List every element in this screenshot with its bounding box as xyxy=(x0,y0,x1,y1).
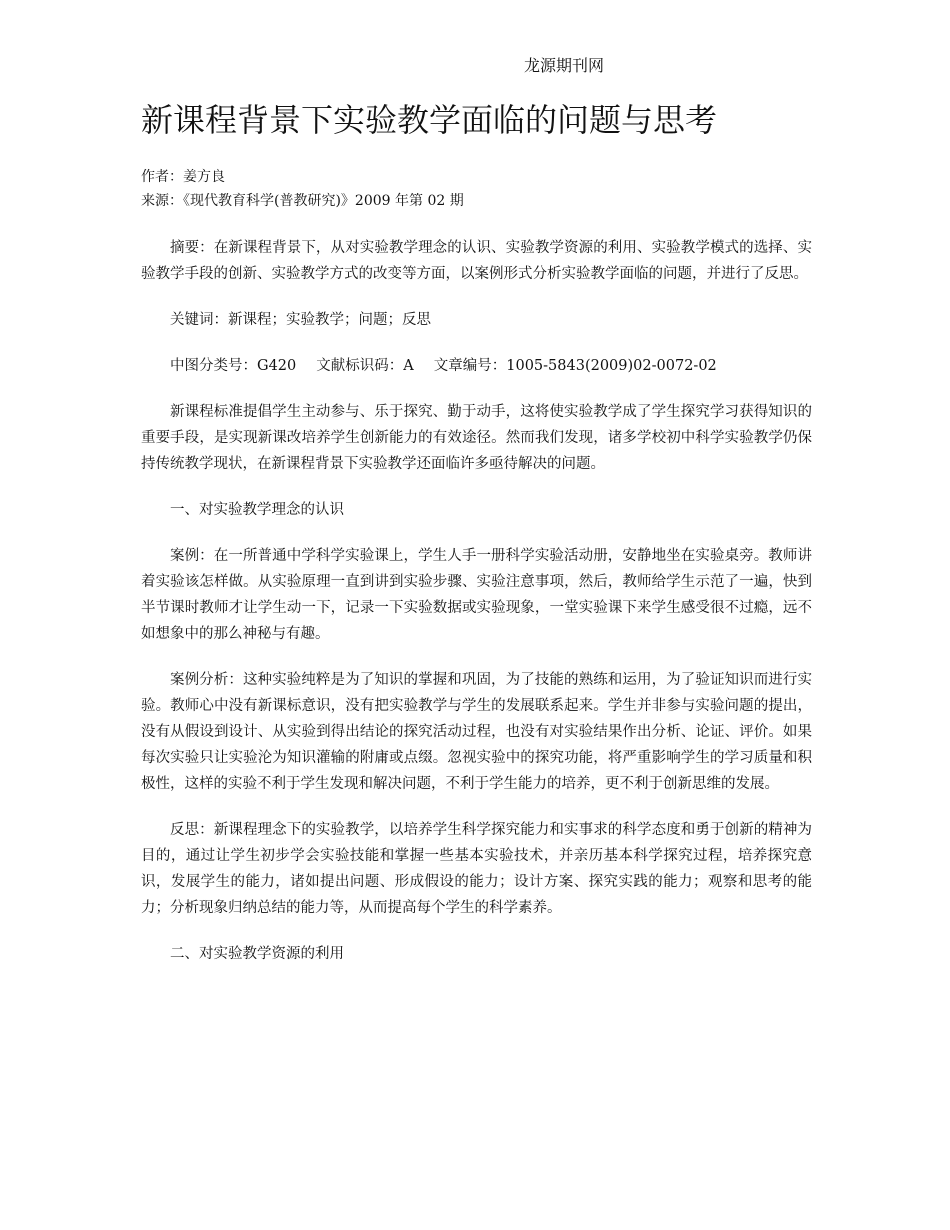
classification-line xyxy=(141,353,812,379)
section-heading-2: 二、对实验教学资源的利用 xyxy=(170,946,344,962)
article-number: 文章编号：1005-5843(2009)02-0072-02 xyxy=(433,358,717,374)
reflection-paragraph: 反思：新课程理念下的实验教学，以培养学生科学探究能力和实事求的科学态度和勇于创新的精神为目的，通过让学生初步学会实验技能和掌握一些基本实验技术，并亲历基本科学探究过程，培养探究意识，发展学生的能力，诸如提出问题、形成假设的能力；设计方案、探究实践的能力；观察和思考的能力；分析现象归纳总结的能力等，从而提高每个学生的科学素养。 xyxy=(141,822,812,916)
site-name-header: 龙源期刊网 xyxy=(524,56,605,75)
clc-number: 中图分类号：G420 xyxy=(170,358,297,374)
keywords-line: 关键词：新课程；实验教学；问题；反思 xyxy=(170,312,431,328)
section-heading-1: 一、对实验教学理念的认识 xyxy=(170,502,344,518)
case-analysis-paragraph: 案例分析：这种实验纯粹是为了知识的掌握和巩固，为了技能的熟练和运用，为了验证知识而进行实验。教师心中没有新课标意识，没有把实验教学与学生的发展联系起来。学生并非参与实验问题的提出，没有从假设到设计、从实验到得出结论的探究活动过程，也没有对实验结果作出分析、论证、评价。如果每次实验只让实验沦为知识灌输的附庸或点缀。忽视实验中的探究功能，将严重影响学生的学习质量和积极性，这样的实验不利于学生发现和解决问题，不利于学生能力的培养，更不利于创新思维的发展。 xyxy=(141,672,812,792)
source-line: 来源：《现代教育科学(普教研究)》2009 年第 02 期 xyxy=(141,193,464,209)
article-title: 新课程背景下实验教学面临的问题与思考 xyxy=(141,101,718,139)
document-code: 文献标识码：A xyxy=(316,358,414,374)
case-paragraph: 案例：在一所普通中学科学实验课上，学生人手一册科学实验活动册，安静地坐在实验桌旁。教师讲着实验该怎样做。从实验原理一直到讲到实验步骤、实验注意事项，然后，教师给学生示范了一遍，快到半节课时教师才让学生动一下，记录一下实验数据或实验现象，一堂实验课下来学生感受很不过瘾，远不如想象中的那么神秘与有趣。 xyxy=(141,548,812,642)
author-line: 作者：姜方良 xyxy=(141,169,225,185)
abstract-paragraph: 摘要：在新课程背景下，从对实验教学理念的认识、实验教学资源的利用、实验教学模式的选择、实验教学手段的创新、实验教学方式的改变等方面，以案例形式分析实验教学面临的问题，并进行了反思。 xyxy=(141,240,812,282)
intro-paragraph: 新课程标准提倡学生主动参与、乐于探究、勤于动手，这将使实验教学成了学生探究学习获得知识的重要手段，是实现新课改培养学生创新能力的有效途径。然而我们发现，诸多学校初中科学实验教学仍保持传统教学现状，在新课程背景下实验教学还面临许多亟待解决的问题。 xyxy=(141,404,812,472)
article-body xyxy=(141,235,812,987)
